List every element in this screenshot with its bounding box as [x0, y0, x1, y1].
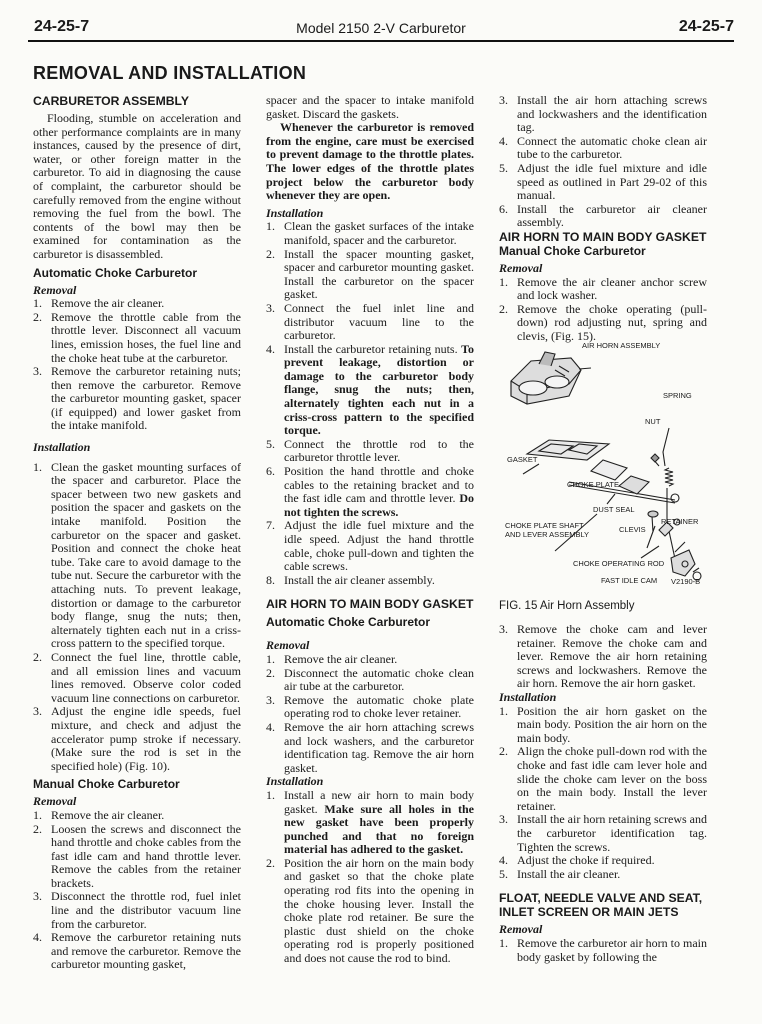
removal-steps — [33, 297, 241, 433]
subheading-installation: Installation — [33, 440, 91, 455]
list-item: 6. Position the hand throttle and choke cables to the retaining bracket and to the fast idle cam and throttle lever. Do not tighten the screws. — [266, 464, 475, 519]
list-item: 1. Remove the air cleaner. — [33, 296, 165, 311]
column-1 — [33, 94, 241, 972]
heading-carburetor-assembly: CARBURETOR ASSEMBLY — [33, 94, 189, 108]
label-choke-plate: CHOKE PLATE — [567, 479, 619, 489]
label-choke-operating-rod: CHOKE OPERATING ROD — [573, 558, 665, 568]
list-item: 3. Remove the automatic choke plate operating rod to choke lever retainer. — [266, 692, 474, 721]
list-item: 2. Connect the fuel line, throttle cable, and all emission lines and vacuum lines removed. Observe color coded vacuum line connections on carburetor. — [33, 649, 241, 705]
installation-steps — [499, 705, 707, 882]
list-item: 2. Remove the throttle cable from the throttle lever. Disconnect all vacuum lines, emission hoses, the fuel line and the choke heat tube at the carburetor. — [33, 309, 241, 365]
list-item: 3. Remove the carburetor retaining nuts; then remove the carburetor. Remove the carburetor mounting gasket, spacer (if equipped) and lower gasket from the intake manifold. — [33, 364, 241, 433]
label-lever-assembly: AND LEVER ASSEMBLY — [505, 529, 590, 539]
subheading-installation: Installation — [499, 690, 557, 705]
subheading-removal: Removal — [266, 638, 310, 653]
header-rule — [28, 40, 734, 42]
removal-steps-continued — [499, 623, 707, 691]
installation-steps — [266, 789, 474, 966]
list-item: 2. Loosen the screws and disconnect the hand throttle and choke cables from the fast idle cam and hand throttle lever. Remove the cables from the retainer brackets. — [33, 821, 241, 890]
dust-seal — [648, 511, 658, 517]
heading-manual-choke: Manual Choke Carburetor — [33, 777, 180, 792]
list-item: 1. Install a new air horn to main body gasket. Make sure all holes in the new gasket have been properly punched and that no foreign material has adhered to the gasket. — [266, 787, 475, 857]
label-spring: SPRING — [663, 390, 692, 400]
list-item: 1. Clean the gasket surfaces of the intake manifold, spacer and the carburetor. — [266, 219, 474, 247]
manual-removal-steps — [33, 809, 241, 972]
column-3 — [499, 94, 707, 964]
list-item: 1. Clean the gasket mounting surfaces of the spacer and carburetor. Place the spacer between two new gaskets and position the spacer and gaskets on the intake manifold. Position the carburetor on the spacer and gasket. Position and connect the choke heat tube. Take care to avoid damage to the tube nut. Secure the carburetor with the attaching nuts. To prevent leakage, distortion or damage to the carburetor body flange, snug the nuts; then, alternately tighten each nut in a criss-cross pattern to the specified torque. — [33, 459, 241, 651]
list-item: 1. Remove the air cleaner anchor screw and lock washer. — [499, 274, 707, 303]
list-item: 3. Disconnect the throttle rod, fuel inlet line and the distributor vacuum line from the carburetor. — [33, 889, 241, 931]
label-clevis: CLEVIS — [619, 524, 646, 534]
air-horn-diagram — [499, 346, 707, 596]
subheading-removal: Removal — [33, 794, 77, 809]
label-gasket: GASKET — [507, 454, 538, 464]
heading-manual-choke: Manual Choke Carburetor — [499, 243, 646, 258]
list-item: 5. Adjust the idle fuel mixture and idle speed as outlined in Part 29-02 of this manual. — [499, 160, 707, 203]
list-item: 3. Connect the fuel inlet line and distributor vacuum line to the carburetor. — [266, 300, 474, 343]
heading-automatic-choke: Automatic Choke Carburetor — [266, 615, 431, 630]
subheading-installation: Installation — [266, 774, 324, 789]
heading-automatic-choke: Automatic Choke Carburetor — [33, 265, 198, 280]
list-item: 2. Remove the choke operating (pull-down) rod adjusting nut, spring and clevis, (Fig. 15). — [499, 301, 707, 343]
continued-steps — [499, 94, 707, 230]
installation-steps — [266, 220, 474, 587]
list-item: 3. Adjust the engine idle speeds, fuel mixture, and check and adjust the accelerator pump stroke if necessary. (Make sure the rod is set in the specified hole) (Fig. 10). — [33, 704, 241, 773]
list-item: 6. Install the carburetor air cleaner assembly. — [499, 201, 707, 230]
heading-air-horn-gasket: AIR HORN TO MAIN BODY GASKET — [499, 229, 707, 244]
heading-air-horn-gasket: AIR HORN TO MAIN BODY GASKET — [266, 597, 474, 612]
label-nut: NUT — [645, 416, 661, 426]
list-item: 7. Adjust the idle fuel mixture and the idle speed. Adjust the hand throttle cable, choke pull-down and tighten the cable screws. — [266, 518, 474, 574]
list-item: 4. Remove the air horn attaching screws and lock washers, and the carburetor identification tag. Remove the air horn gasket. — [266, 719, 474, 775]
list-item: 2. Disconnect the automatic choke clean air tube at the carburetor. — [266, 665, 474, 694]
running-title: Model 2150 2-V Carburetor — [296, 20, 466, 36]
removal-steps — [266, 653, 474, 775]
spring — [665, 468, 673, 486]
subheading-removal: Removal — [33, 282, 77, 297]
list-item: 5. Install the air cleaner. — [499, 866, 621, 881]
label-retainer: RETAINER — [661, 516, 699, 526]
installation-steps — [33, 461, 241, 774]
removal-steps — [499, 276, 707, 344]
heading-float-needle-valve: FLOAT, NEEDLE VALVE AND SEAT, INLET SCREEN OR MAIN JETS — [499, 891, 703, 920]
choke-plate — [591, 460, 627, 480]
fast-idle-cam — [671, 550, 695, 576]
page-header — [28, 14, 734, 40]
list-item: 2. Align the choke pull-down rod with the choke and fast idle cam lever hole and slide the choke cam lever on the boss on the main body. Install the lever retainer. — [499, 744, 707, 813]
list-item: 1. Remove the air cleaner. — [33, 807, 165, 822]
intro-paragraph: Flooding, stumble on acceleration and other performance complaints are in many instances, caused by the presence of dirt, water, or other foreign matter in the carburetor. To aid in diagnosing the cause of complaint, the carburetor should be carefully removed from the engine without removing the fuel from the bowl. The contents of the bowl may then be examined for contamination as the carburetor is disassembled. — [33, 111, 241, 261]
list-item: 1. Remove the air cleaner. — [266, 651, 398, 666]
warning-paragraph: Whenever the carburetor is removed from the engine, care must be exercised to prevent damage to the throttle plates. The lower edges of the throttle plates project below the carburetor body whenever they are open. — [266, 120, 474, 203]
list-item: 3. Install the air horn retaining screws and the carburetor identification tag. Tighten the screws. — [499, 812, 707, 854]
list-item: 4. Install the carburetor retaining nuts. To prevent leakage, distortion or damage to the carburetor body flange, snug the nuts; then, alternately tighten each nut in a criss-cross pattern to the specified torque. — [266, 341, 475, 438]
list-item: 4. Connect the automatic choke clean air tube to the carburetor. — [499, 133, 707, 162]
label-fast-idle-cam: FAST IDLE CAM — [601, 575, 658, 585]
float-removal-steps — [499, 937, 707, 964]
page-number-left: 24-25-7 — [34, 18, 90, 35]
list-item: 3. Remove the choke cam and lever retainer. Remove the choke cam and lever. Remove the air horn retaining screws and lockwashers. Remove the air horn. Remove the air horn gasket. — [499, 622, 707, 691]
column-2 — [266, 94, 474, 966]
label-figure-code: V2190-B — [671, 576, 701, 586]
label-choke-plate-shaft: CHOKE PLATE SHAFT — [505, 520, 584, 530]
list-item: 4. Adjust the choke if required. — [499, 853, 655, 868]
subheading-removal: Removal — [499, 922, 543, 937]
list-item: 4. Remove the carburetor retaining nuts and remove the carburetor. Remove the carburetor mounting gasket, — [33, 930, 241, 972]
list-item: 1. Remove the carburetor air horn to main body gasket by following the — [499, 935, 707, 964]
list-item: 2. Install the spacer mounting gasket, spacer and carburetor mounting gasket. Install the carburetor on the spacer gasket. — [266, 246, 474, 302]
list-item: 8. Install the air cleaner assembly. — [266, 572, 435, 587]
subheading-removal: Removal — [499, 260, 543, 275]
figure-caption: FIG. 15 Air Horn Assembly — [499, 599, 635, 612]
list-item: 2. Position the air horn on the main body and gasket so that the choke plate operating rod fits into the opening in the choke housing lever. Install the choke plate rod retainer. Be sure the plastic dust shield on the choke operating rod is properly positioned and does not cause the rod to bind. — [266, 855, 474, 966]
label-dust-seal: DUST SEAL — [593, 504, 635, 514]
continued-paragraph: spacer and the spacer to intake manifold gasket. Discard the gaskets. — [266, 93, 474, 121]
subheading-installation: Installation — [266, 205, 324, 220]
list-item: 3. Install the air horn attaching screws and lockwashers and the identification tag. — [499, 93, 707, 135]
list-item: 5. Connect the throttle rod to the carburetor throttle lever. — [266, 436, 474, 465]
list-item: 1. Position the air horn gasket on the main body. Position the air horn on the main body. — [499, 703, 707, 745]
page-number-right: 24-25-7 — [678, 18, 734, 35]
label-air-horn-assembly: AIR HORN ASSEMBLY — [582, 340, 661, 350]
section-title: REMOVAL AND INSTALLATION — [33, 63, 307, 83]
figure-air-horn-assembly — [499, 340, 707, 596]
